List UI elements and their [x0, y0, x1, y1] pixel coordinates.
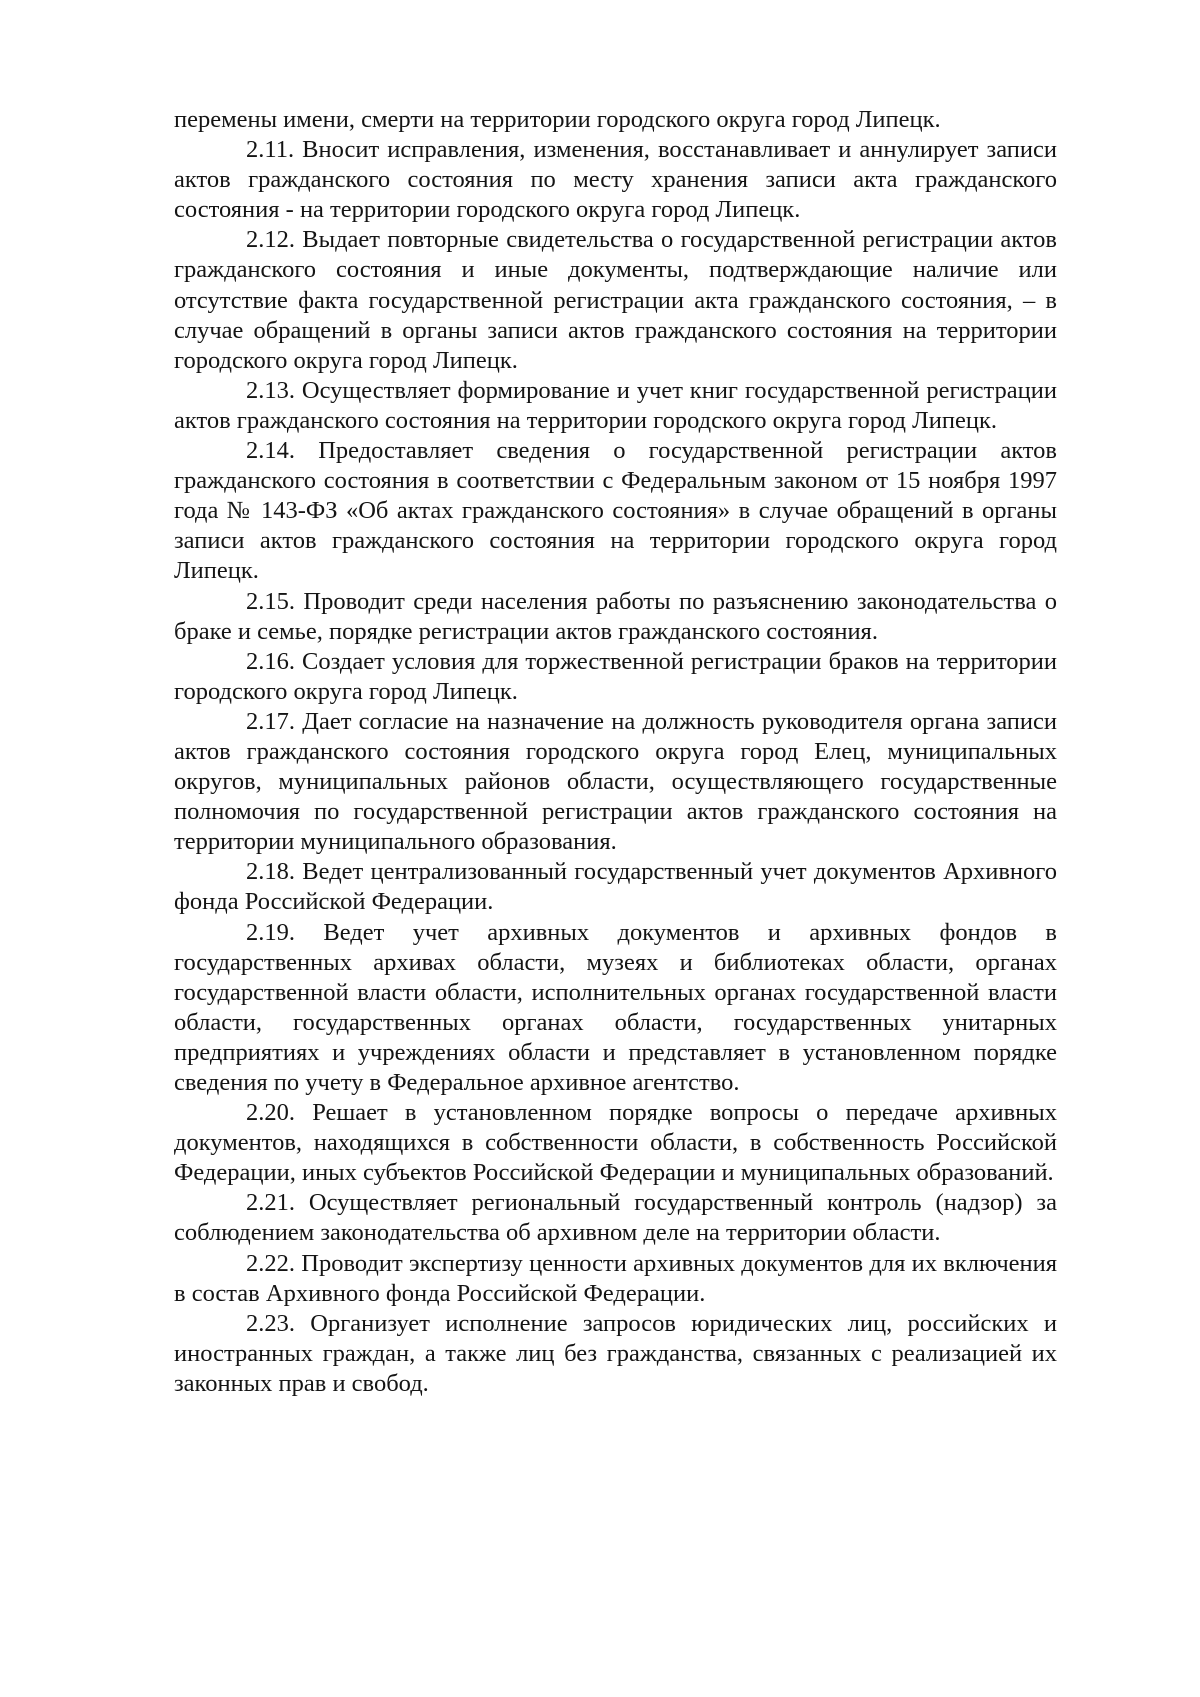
- clause-2-14: [174, 436, 1057, 586]
- clause-text: Ведет учет архивных документов и архивных фондов в государственных архивах области, музеях и библиотеках области, органах государственной власти области, исполнительных органах государственной власти области, государственных органах области, государственных унитарных предприятиях и учреждениях области и представляет в установленном порядке сведения по учету в Федеральное архивное агентство.: [174, 918, 1058, 1096]
- clause-2-18: [174, 857, 1057, 917]
- clause-text: Вносит исправления, изменения, восстанавливает и аннулирует записи актов гражданского состояния по месту хранения записи акта гражданского состояния - на территории городского округа город Липецк.: [174, 136, 1057, 224]
- clause-number: 2.17.: [246, 707, 295, 735]
- clause-2-15: [174, 587, 1057, 647]
- clause-text: Предоставляет сведения о государственной регистрации актов гражданского состояния в соответствии с Федеральным законом от 15 ноября 1997 года № 143-ФЗ «Об актах гражданского состояния» в случае обращений в органы записи актов гражданского состояния на территории городского округа город Липецк.: [174, 437, 1058, 585]
- clause-text: Создает условия для торжественной регистрации браков на территории городского округа город Липецк.: [174, 647, 1058, 705]
- clause-number: 2.12.: [246, 226, 295, 254]
- clause-text: Организует исполнение запросов юридических лиц, российских и иностранных граждан, а также лиц без гражданства, связанных с реализацией их законных прав и свобод.: [174, 1309, 1058, 1397]
- clause-number: 2.23.: [246, 1309, 295, 1337]
- clause-2-20: [174, 1098, 1057, 1188]
- clause-number: 2.14.: [246, 437, 295, 465]
- clause-number: 2.16.: [246, 647, 295, 675]
- clause-text: Выдает повторные свидетельства о государственной регистрации актов гражданского состояния и иные документы, подтверждающие наличие или отсутствие факта государственной регистрации акта гражданского состояния, – в случае обращений в органы записи актов гражданского состояния на территории городского округа город Липецк.: [174, 226, 1058, 374]
- clause-number: 2.21.: [246, 1189, 295, 1217]
- clause-2-13: [174, 376, 1057, 436]
- clause-text: Осуществляет формирование и учет книг государственной регистрации актов гражданского состояния на территории городского округа город Липецк.: [174, 376, 1057, 434]
- clause-2-23: [174, 1309, 1057, 1399]
- clause-2-22: [174, 1249, 1057, 1309]
- clause-2-11: [174, 135, 1057, 225]
- clause-number: 2.22.: [246, 1249, 295, 1277]
- clause-2-16: [174, 647, 1057, 707]
- clause-text: Проводит среди населения работы по разъяснению законодательства о браке и семье, порядке регистрации актов гражданского состояния.: [174, 587, 1057, 645]
- clause-text: Дает согласие на назначение на должность руководителя органа записи актов гражданского состояния городского округа город Елец, муниципальных округов, муниципальных районов области, осуществляющего государственные полномочия по государственной регистрации актов гражданского состояния на территории муниципального образования.: [174, 707, 1057, 856]
- clause-text: Решает в установленном порядке вопросы о передаче архивных документов, находящихся в собственности области, в собственность Российской Федерации, иных субъектов Российской Федерации и муниципальных образований.: [174, 1099, 1058, 1187]
- clause-2-17: [174, 707, 1057, 857]
- clause-2-12: [174, 225, 1057, 375]
- clause-2-19: [174, 918, 1057, 1099]
- clause-text: Проводит экспертизу ценности архивных документов для их включения в состав Архивного фонда Российской Федерации.: [174, 1249, 1058, 1307]
- clause-number: 2.20.: [246, 1099, 295, 1127]
- clause-number: 2.11.: [246, 136, 295, 164]
- document-page: [174, 105, 1057, 1399]
- clause-number: 2.13.: [246, 376, 295, 404]
- clause-number: 2.15.: [246, 587, 295, 615]
- clause-number: 2.19.: [246, 918, 295, 946]
- clause-2-21: [174, 1188, 1057, 1248]
- clause-number: 2.18.: [246, 858, 295, 886]
- clause-text: Ведет централизованный государственный учет документов Архивного фонда Российской Федерации.: [174, 858, 1057, 916]
- clause-text: Осуществляет региональный государственный контроль (надзор) за соблюдением законодательства об архивном деле на территории области.: [174, 1189, 1057, 1247]
- lead-paragraph: перемены имени, смерти на территории городского округа город Липецк.: [174, 106, 941, 133]
